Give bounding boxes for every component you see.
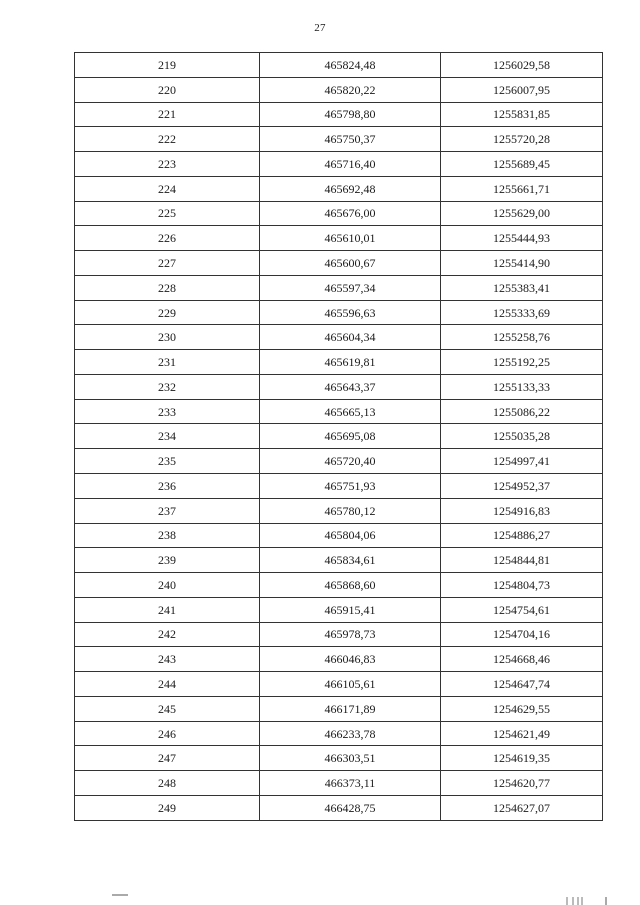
- y-coordinate-cell: 1254627,07: [441, 795, 603, 820]
- y-coordinate-cell: 1254754,61: [441, 597, 603, 622]
- point-number-cell: 241: [75, 597, 260, 622]
- x-coordinate-cell: 465720,40: [260, 449, 441, 474]
- table-row: [75, 424, 603, 449]
- x-coordinate-cell: 465868,60: [260, 573, 441, 598]
- point-number-cell: 233: [75, 399, 260, 424]
- point-number-cell: 227: [75, 251, 260, 276]
- y-coordinate-cell: 1256029,58: [441, 53, 603, 78]
- y-coordinate-cell: 1255192,25: [441, 350, 603, 375]
- point-number-cell: 237: [75, 498, 260, 523]
- y-coordinate-cell: 1254619,35: [441, 746, 603, 771]
- x-coordinate-cell: 466428,75: [260, 795, 441, 820]
- table-row: [75, 498, 603, 523]
- x-coordinate-cell: 465798,80: [260, 102, 441, 127]
- x-coordinate-cell: 465610,01: [260, 226, 441, 251]
- x-coordinate-cell: 466373,11: [260, 771, 441, 796]
- table-row: [75, 152, 603, 177]
- table-row: [75, 597, 603, 622]
- table-row: [75, 523, 603, 548]
- table-row: [75, 573, 603, 598]
- point-number-cell: 231: [75, 350, 260, 375]
- table-row: [75, 647, 603, 672]
- y-coordinate-cell: 1254997,41: [441, 449, 603, 474]
- coordinates-table-body: [75, 53, 603, 821]
- point-number-cell: 245: [75, 696, 260, 721]
- table-row: [75, 53, 603, 78]
- x-coordinate-cell: 466105,61: [260, 672, 441, 697]
- table-row: [75, 176, 603, 201]
- x-coordinate-cell: 465978,73: [260, 622, 441, 647]
- y-coordinate-cell: 1255661,71: [441, 176, 603, 201]
- y-coordinate-cell: 1255086,22: [441, 399, 603, 424]
- y-coordinate-cell: 1255831,85: [441, 102, 603, 127]
- coordinates-table: [74, 52, 603, 821]
- table-row: [75, 201, 603, 226]
- y-coordinate-cell: 1255444,93: [441, 226, 603, 251]
- table-row: [75, 251, 603, 276]
- y-coordinate-cell: 1254844,81: [441, 548, 603, 573]
- x-coordinate-cell: 465915,41: [260, 597, 441, 622]
- table-row: [75, 300, 603, 325]
- x-coordinate-cell: 465804,06: [260, 523, 441, 548]
- table-row: [75, 102, 603, 127]
- point-number-cell: 242: [75, 622, 260, 647]
- point-number-cell: 224: [75, 176, 260, 201]
- table-row: [75, 449, 603, 474]
- y-coordinate-cell: 1254647,74: [441, 672, 603, 697]
- point-number-cell: 234: [75, 424, 260, 449]
- point-number-cell: 236: [75, 474, 260, 499]
- point-number-cell: 225: [75, 201, 260, 226]
- x-coordinate-cell: 465750,37: [260, 127, 441, 152]
- x-coordinate-cell: 466233,78: [260, 721, 441, 746]
- y-coordinate-cell: 1255333,69: [441, 300, 603, 325]
- point-number-cell: 246: [75, 721, 260, 746]
- table-row: [75, 127, 603, 152]
- table-row: [75, 721, 603, 746]
- table-row: [75, 350, 603, 375]
- point-number-cell: 249: [75, 795, 260, 820]
- x-coordinate-cell: 466171,89: [260, 696, 441, 721]
- point-number-cell: 247: [75, 746, 260, 771]
- y-coordinate-cell: 1254952,37: [441, 474, 603, 499]
- page-number: 27: [314, 22, 326, 34]
- point-number-cell: 235: [75, 449, 260, 474]
- y-coordinate-cell: 1255414,90: [441, 251, 603, 276]
- table-row: [75, 226, 603, 251]
- table-row: [75, 548, 603, 573]
- point-number-cell: 221: [75, 102, 260, 127]
- x-coordinate-cell: 465604,34: [260, 325, 441, 350]
- y-coordinate-cell: 1254804,73: [441, 573, 603, 598]
- table-row: [75, 672, 603, 697]
- x-coordinate-cell: 465676,00: [260, 201, 441, 226]
- x-coordinate-cell: 465619,81: [260, 350, 441, 375]
- x-coordinate-cell: 465597,34: [260, 275, 441, 300]
- x-coordinate-cell: 465824,48: [260, 53, 441, 78]
- x-coordinate-cell: 466046,83: [260, 647, 441, 672]
- x-coordinate-cell: 465596,63: [260, 300, 441, 325]
- y-coordinate-cell: 1255689,45: [441, 152, 603, 177]
- table-row: [75, 374, 603, 399]
- table-row: [75, 622, 603, 647]
- y-coordinate-cell: 1255629,00: [441, 201, 603, 226]
- x-coordinate-cell: 465643,37: [260, 374, 441, 399]
- table-row: [75, 77, 603, 102]
- x-coordinate-cell: 465716,40: [260, 152, 441, 177]
- point-number-cell: 226: [75, 226, 260, 251]
- table-row: [75, 474, 603, 499]
- table-row: [75, 746, 603, 771]
- y-coordinate-cell: 1255258,76: [441, 325, 603, 350]
- point-number-cell: 229: [75, 300, 260, 325]
- table-row: [75, 771, 603, 796]
- point-number-cell: 248: [75, 771, 260, 796]
- point-number-cell: 228: [75, 275, 260, 300]
- table-row: [75, 696, 603, 721]
- point-number-cell: 220: [75, 77, 260, 102]
- x-coordinate-cell: 465780,12: [260, 498, 441, 523]
- y-coordinate-cell: 1255720,28: [441, 127, 603, 152]
- point-number-cell: 240: [75, 573, 260, 598]
- y-coordinate-cell: 1254668,46: [441, 647, 603, 672]
- y-coordinate-cell: 1255035,28: [441, 424, 603, 449]
- x-coordinate-cell: 465600,67: [260, 251, 441, 276]
- y-coordinate-cell: 1254620,77: [441, 771, 603, 796]
- x-coordinate-cell: 465834,61: [260, 548, 441, 573]
- point-number-cell: 239: [75, 548, 260, 573]
- point-number-cell: 223: [75, 152, 260, 177]
- point-number-cell: 244: [75, 672, 260, 697]
- table-row: [75, 325, 603, 350]
- y-coordinate-cell: 1254704,16: [441, 622, 603, 647]
- x-coordinate-cell: 465695,08: [260, 424, 441, 449]
- table-row: [75, 795, 603, 820]
- table-row: [75, 399, 603, 424]
- point-number-cell: 230: [75, 325, 260, 350]
- y-coordinate-cell: 1254629,55: [441, 696, 603, 721]
- x-coordinate-cell: 465751,93: [260, 474, 441, 499]
- x-coordinate-cell: 465665,13: [260, 399, 441, 424]
- y-coordinate-cell: 1255383,41: [441, 275, 603, 300]
- y-coordinate-cell: 1256007,95: [441, 77, 603, 102]
- x-coordinate-cell: 465820,22: [260, 77, 441, 102]
- y-coordinate-cell: 1254886,27: [441, 523, 603, 548]
- point-number-cell: 238: [75, 523, 260, 548]
- point-number-cell: 232: [75, 374, 260, 399]
- y-coordinate-cell: 1254916,83: [441, 498, 603, 523]
- x-coordinate-cell: 465692,48: [260, 176, 441, 201]
- point-number-cell: 219: [75, 53, 260, 78]
- y-coordinate-cell: 1255133,33: [441, 374, 603, 399]
- table-row: [75, 275, 603, 300]
- x-coordinate-cell: 466303,51: [260, 746, 441, 771]
- y-coordinate-cell: 1254621,49: [441, 721, 603, 746]
- point-number-cell: 222: [75, 127, 260, 152]
- point-number-cell: 243: [75, 647, 260, 672]
